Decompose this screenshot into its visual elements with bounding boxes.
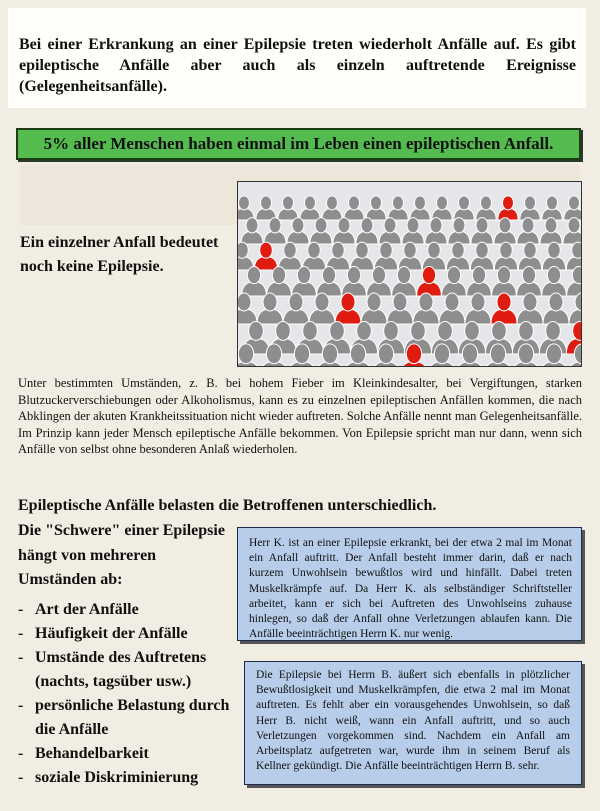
list-item: - Umstände des Auftretens (nachts, tagsüber usw.) xyxy=(18,646,233,694)
person-figure xyxy=(467,267,492,296)
person-figure xyxy=(278,196,298,220)
intro-text: Bei einer Erkrankung an einer Epilepsie treten wiederholt Anfälle auf. Es gibt epileptische Anfälle aber auch als einzeln auftretende Ereignisse (Gelegenheitsanfälle). xyxy=(8,8,586,108)
person-figure xyxy=(517,293,543,324)
person-figure xyxy=(283,293,309,324)
person-figure xyxy=(278,242,301,270)
person-figure xyxy=(287,218,309,244)
list-item: - persönliche Belastung durch die Anfälle xyxy=(18,694,233,742)
crowd-figures xyxy=(238,182,581,366)
person-figure xyxy=(238,293,257,324)
person-figure xyxy=(241,218,263,244)
person-figure xyxy=(542,196,562,220)
person-figure xyxy=(264,218,286,244)
person-figure xyxy=(476,196,496,220)
highlighted-person-figure xyxy=(335,293,361,324)
person-figure xyxy=(454,196,474,220)
person-figure xyxy=(388,196,408,220)
person-figure xyxy=(563,218,581,244)
person-figure xyxy=(542,267,567,296)
severity-intro: Die "Schwere" einer Epilepsie hängt von mehreren Umständen ab: xyxy=(18,522,225,588)
person-figure xyxy=(238,196,254,220)
person-figure xyxy=(356,218,378,244)
person-figure xyxy=(566,242,581,270)
person-figure xyxy=(494,242,517,270)
person-figure xyxy=(569,293,581,324)
occasional-seizures-paragraph: Unter bestimmten Umständen, z. B. bei hohem Fieber im Kleinkindesalter, bei Vergiftungen, starken Blutzuckerverschiebungen oder Alkoholismus, kann es zu einzelnen epileptischen Anfällen kommen, die nach Abklingen der akuten Krankheitssituation nicht wieder auftreten. Solche Anfälle nennt man Gelegenheitsanfälle. Im Prinzip kann jeder Mensch epileptische Anfälle bekommen. Von Epilepsie spricht man nur dann, wenn sich Anfälle von selbst ohne besonderen Anlaß wiederholen. xyxy=(18,376,582,456)
person-figure xyxy=(543,293,569,324)
case-box-herr-b xyxy=(244,661,582,785)
person-figure xyxy=(520,196,540,220)
person-figure xyxy=(439,293,465,324)
person-figure xyxy=(256,196,276,220)
case-text-herr-b: Die Epilepsie bei Herrn B. äußert sich ebenfalls in plötzlicher Bewußtlosigkeit und Muskelkrämpfen, die etwa 2 mal im Monat auftreten. Es fehlt aber ein vorausgehendes Unwohlsein, so daß Herr B. nicht weiß, wann ein Anfall auftritt, und so auch Verletzungen vorgekommen sind. Nachdem ein Anfall am Arbeitsplatz aufgetreten war, wurde ihm in seinem Beruf als Kellner gekündigt. Die Anfälle beeinträchtigen Herrn B. sehr. xyxy=(256,669,570,773)
dash: - xyxy=(18,769,24,786)
statistic-banner: 5% aller Menschen haben einmal im Leben einen epileptischen Anfall. xyxy=(16,128,581,160)
person-figure xyxy=(492,267,517,296)
person-figure xyxy=(402,218,424,244)
person-figure xyxy=(567,267,581,296)
highlighted-person-figure xyxy=(491,293,517,324)
single-seizure-caption: Ein einzelner Anfall bedeutet noch keine Epilepsie. xyxy=(20,234,219,275)
highlighted-person-figure xyxy=(498,196,518,220)
person-figure xyxy=(317,267,342,296)
person-figure xyxy=(425,218,447,244)
highlighted-person-figure xyxy=(417,267,442,296)
dash: - xyxy=(18,625,24,642)
person-figure xyxy=(422,242,445,270)
person-figure xyxy=(448,218,470,244)
person-figure xyxy=(267,267,292,296)
person-figure xyxy=(257,293,283,324)
person-figure xyxy=(442,267,467,296)
person-figure xyxy=(413,293,439,324)
person-figure xyxy=(494,218,516,244)
person-figure xyxy=(465,293,491,324)
person-figure xyxy=(398,242,421,270)
person-figure xyxy=(238,242,254,270)
person-figure xyxy=(517,267,542,296)
person-figure xyxy=(540,218,562,244)
person-figure xyxy=(350,242,373,270)
person-figure xyxy=(342,267,367,296)
person-figure xyxy=(300,196,320,220)
crowd-illustration xyxy=(237,181,582,367)
person-figure xyxy=(446,242,469,270)
person-figure xyxy=(410,196,430,220)
person-figure xyxy=(310,218,332,244)
person-figure xyxy=(322,196,342,220)
person-figure xyxy=(392,267,417,296)
person-figure xyxy=(542,242,565,270)
person-figure xyxy=(367,267,392,296)
person-figure xyxy=(242,267,267,296)
person-figure xyxy=(432,196,452,220)
dash: - xyxy=(18,697,24,714)
highlighted-person-figure xyxy=(254,242,277,270)
person-figure xyxy=(326,242,349,270)
person-figure xyxy=(518,242,541,270)
list-item: - Art der Anfälle xyxy=(18,598,233,622)
person-figure xyxy=(471,218,493,244)
dash: - xyxy=(18,745,24,762)
person-figure xyxy=(564,196,581,220)
dash: - xyxy=(18,601,24,618)
severity-factors-list xyxy=(18,598,233,790)
person-figure xyxy=(379,218,401,244)
person-figure xyxy=(333,218,355,244)
person-figure xyxy=(374,242,397,270)
person-figure xyxy=(517,218,539,244)
person-figure xyxy=(302,242,325,270)
person-figure xyxy=(361,293,387,324)
list-item: - Behandelbarkeit xyxy=(18,742,233,766)
person-figure xyxy=(309,293,335,324)
dash: - xyxy=(18,649,24,666)
person-figure xyxy=(470,242,493,270)
person-figure xyxy=(366,196,386,220)
list-item: - Häufigkeit der Anfälle xyxy=(18,622,233,646)
person-figure xyxy=(292,267,317,296)
person-figure xyxy=(344,196,364,220)
section-heading: Epileptische Anfälle belasten die Betroffenen unterschiedlich. xyxy=(18,497,437,514)
person-figure xyxy=(387,293,413,324)
list-item: - soziale Diskriminierung xyxy=(18,766,233,790)
case-text-herr-k: Herr K. ist an einer Epilepsie erkrankt, bei der etwa 2 mal im Monat ein Anfall auftritt. Der Anfall besteht immer darin, daß er nach kurzem Unwohlsein bewußtlos wird und hinfällt. Dabei treten Muskelkrämpfe auf. Da Herr K. als selbständiger Schriftsteller arbeitet, kann er sich bei Auftreten des Unwohlseins zuhause hinlegen, so daß der Anfall ohne Verletzungen ablaufen kann. Die Anfälle beeinträchtigen Herrn K. nur wenig. xyxy=(249,537,572,641)
case-box-herr-k xyxy=(237,527,582,641)
